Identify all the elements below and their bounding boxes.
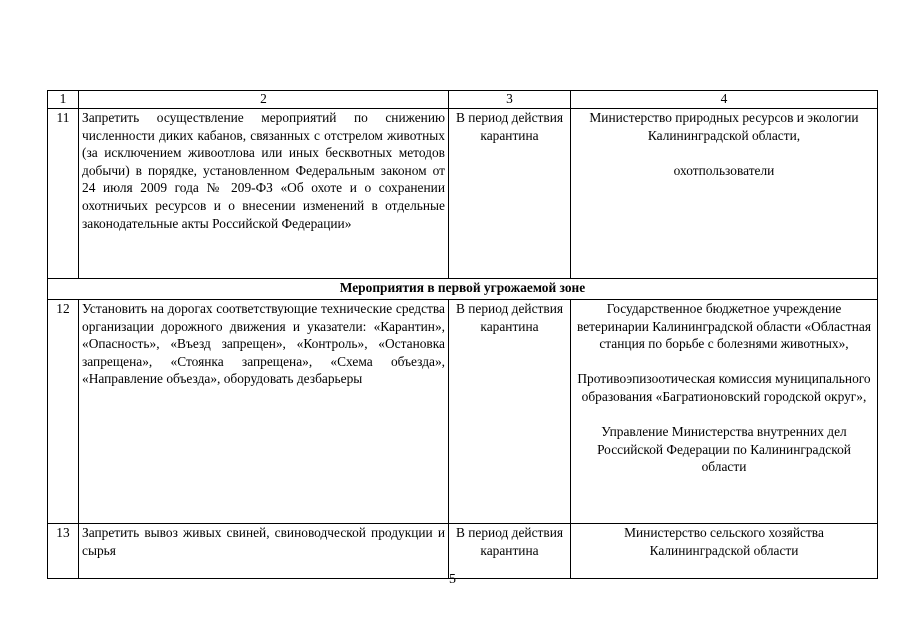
header-cell: 3 [449, 91, 571, 109]
responsible-party: Управление Министерства внутренних дел Российской Федерации по Калининградской области [597, 424, 851, 475]
section-row [48, 279, 878, 300]
row-action: Установить на дорогах соответствующие технические средства организации дорожного движения и указатели: «Карантин», «Опасность», «Въезд запрещен», «Контроль», «Остановка запрещена», «Стоянка запрещена», «Схема объезда», «Направление объезда», оборудовать дезбарьеры [79, 300, 449, 524]
table-row [48, 524, 878, 579]
row-number: 13 [48, 524, 79, 579]
row-action: Запретить осуществление мероприятий по снижению численности диких кабанов, связанных с отстрелом животных (за исключением живоотлова или иных бесквотных методов добычи) в порядке, установленном Федеральным законом от 24 июля 2009 года № 209-ФЗ «Об охоте и о сохранении охотничьих ресурсов и о внесении изменений в отдельные законодательные акты Российской Федерации» [79, 109, 449, 279]
row-period: В период действия карантина [449, 109, 571, 279]
row-period: В период действия карантина [449, 524, 571, 579]
responsible-party: Противоэпизоотическая комиссия муниципального образования «Багратионовский городской округ», [577, 371, 871, 404]
table-row [48, 109, 878, 279]
row-number: 12 [48, 300, 79, 524]
table-header-row [48, 91, 878, 109]
row-period: В период действия карантина [449, 300, 571, 524]
measures-table [47, 90, 878, 579]
header-cell: 1 [48, 91, 79, 109]
table-row [48, 300, 878, 524]
row-responsible [571, 524, 878, 579]
responsible-party: Министерство сельского хозяйства Калининградской области [624, 525, 824, 558]
responsible-party: Министерство природных ресурсов и экологии Калининградской области, [589, 110, 859, 143]
header-cell: 4 [571, 91, 878, 109]
responsible-party: охотпользователи [673, 162, 775, 178]
section-title: Мероприятия в первой угрожаемой зоне [48, 279, 878, 300]
responsible-party: Государственное бюджетное учреждение ветеринарии Калининградской области «Областная станция по борьбе с болезнями животных», [576, 301, 872, 352]
page-number: 5 [449, 572, 456, 587]
row-action: Запретить вывоз живых свиней, свиноводческой продукции и сырья [79, 524, 449, 579]
row-number: 11 [48, 109, 79, 279]
row-responsible [571, 109, 878, 279]
header-cell: 2 [79, 91, 449, 109]
row-responsible [571, 300, 878, 524]
